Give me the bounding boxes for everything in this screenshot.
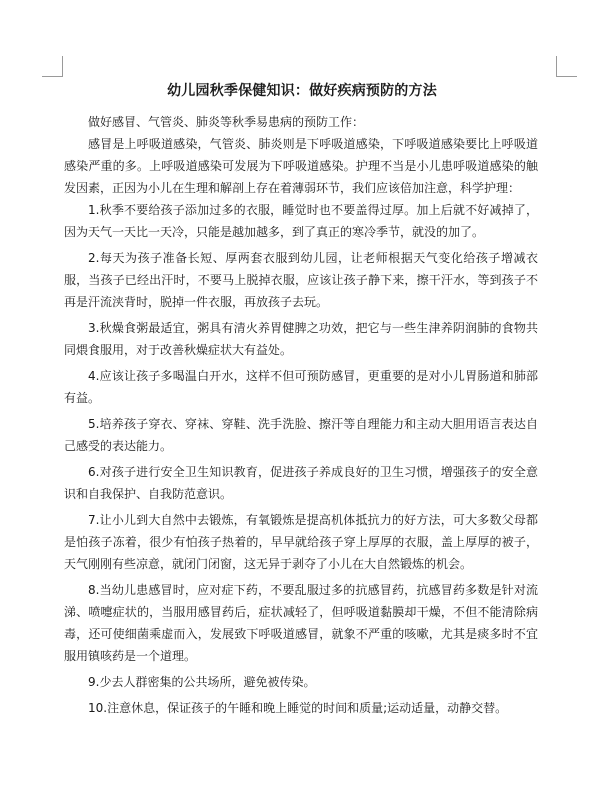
- intro-paragraph: 做好感冒、气管炎、肺炎等秋季易患病的预防工作：: [88, 115, 365, 129]
- paragraph-overview: 感冒是上呼吸道感染，气管炎、肺炎则是下呼吸道感染，下呼吸道感染要比上呼吸道感染严重的多。上呼吸道感染可发展为下呼吸道感染。护理不当是小儿患呼吸道感染的触发因素，正因为小儿在生理和解剖上存在着薄弱环节，我们应该倍加注意，科学护理：: [64, 137, 538, 195]
- paragraph-item-3: 3.秋燥食粥最适宜，粥具有清火养胃健脾之功效，把它与一些生津养阴润肺的食物共同煨食服用，对于改善秋燥症状大有益处。: [64, 321, 538, 357]
- paragraph-item-10: 10.注意休息，保证孩子的午睡和晚上睡觉的时间和质量;运动适量，动静交替。: [88, 701, 508, 715]
- page-corner-mark-top-left: [42, 56, 63, 77]
- paragraph-item-5: 5.培养孩子穿衣、穿袜、穿鞋、洗手洗脸、擦汗等自理能力和主动大胆用语言表达自己感受的表达能力。: [64, 417, 538, 453]
- paragraph-item-2: 2.每天为孩子准备长短、厚两套衣服到幼儿园，让老师根据天气变化给孩子增减衣服，当孩子已经出汗时，不要马上脱掉衣服，应该让孩子静下来，擦干汗水，等到孩子不再是汗流浃背时，脱掉一件衣服，再放孩子去玩。: [64, 251, 538, 309]
- paragraph-item-8: 8.当幼儿患感冒时，应对症下药，不要乱服过多的抗感冒药，抗感冒药多数是针对流涕、喷嚏症状的，当服用感冒药后，症状减轻了，但呼吸道黏膜却干燥，不但不能清除病毒，还可使细菌乘虚而入，发展致下呼吸道感冒，就象不严重的咳嗽，尤其是痰多时不宜服用镇咳药是一个道理。: [64, 583, 538, 663]
- paragraph-item-1: 1.秋季不要给孩子添加过多的衣服，睡觉时也不要盖得过厚。加上后就不好减掉了，因为天气一天比一天冷，只能是越加越多，到了真正的寒冷季节，就没的加了。: [64, 203, 538, 239]
- document-body: [64, 111, 538, 719]
- paragraph-item-7: 7.让小儿到大自然中去锻炼，有氧锻炼是提高机体抵抗力的好方法，可大多数父母都是怕孩子冻着，很少有怕孩子热着的，早早就给孩子穿上厚厚的衣服，盖上厚厚的被子，天气刚刚有些凉意，就闭门闭窗，这无异于剥夺了小儿在大自然锻炼的机会。: [64, 513, 538, 571]
- page-corner-mark-top-right: [556, 56, 577, 77]
- paragraph-item-6: 6.对孩子进行安全卫生知识教育，促进孩子养成良好的卫生习惯，增强孩子的安全意识和自我保护、自我防范意识。: [64, 465, 538, 501]
- document-title: 幼儿园秋季保健知识：做好疾病预防的方法: [167, 83, 437, 99]
- paragraph-item-9: 9.少去人群密集的公共场所，避免被传染。: [88, 675, 316, 689]
- paragraph-item-4: 4.应该让孩子多喝温白开水，这样不但可预防感冒，更重要的是对小儿胃肠道和肺部有益。: [64, 369, 538, 405]
